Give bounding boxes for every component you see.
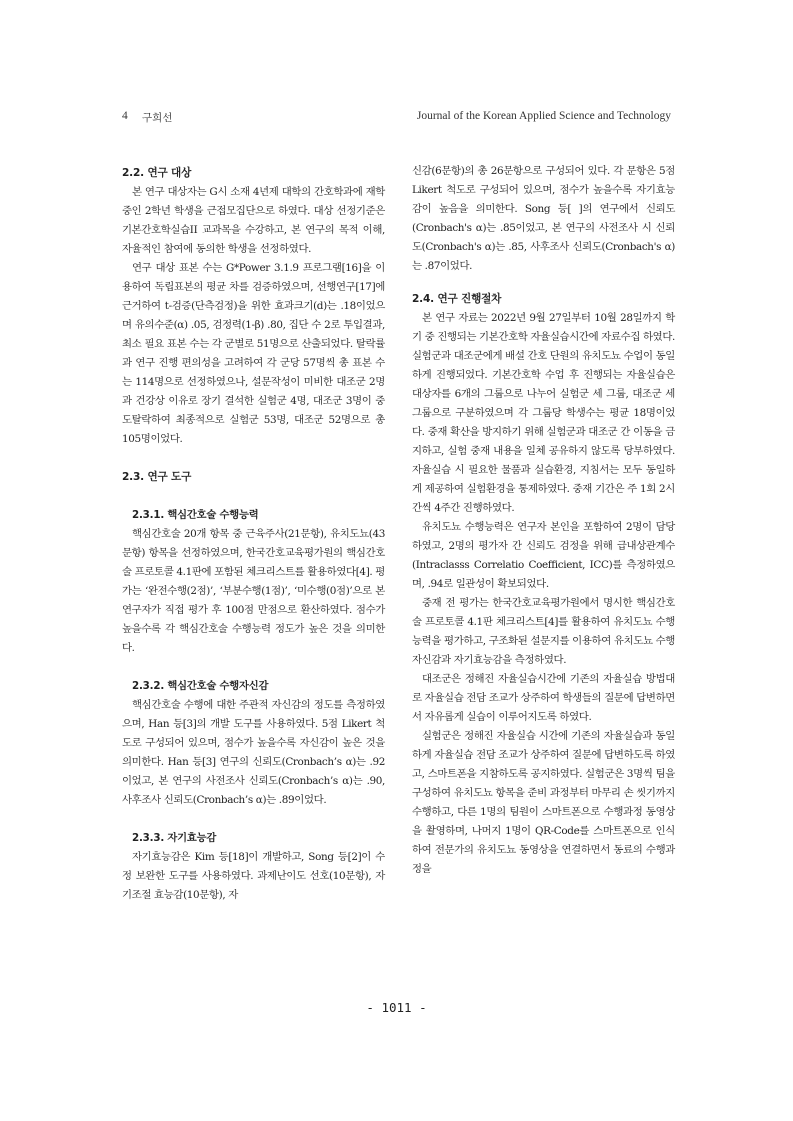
section-2-3-heading: 2.3. 연구 도구 [122, 471, 192, 483]
section-2-3-2-heading: 2.3.2. 핵심간호술 수행자신감 [132, 680, 269, 692]
section-2-3-1-paragraph: 핵심간호술 20개 항목 중 근육주사(21문항), 유치도뇨(43문항) 항목을 선정하였으며, 한국간호교육평가원의 핵심간호술 프로토콜 4.1판에 포함된 체크리스트를 활용하였다[4]. 평가는 ‘완전수행(2점)’, ‘부분수행(1점)’, ‘미수행(0점)’으로 본 연구자가 직접 평가 후 100점 만점으로 환산하였다. 점수가 높을수록 각 핵심간호술 수행능력 정도가 높은 것을 의미한다. [122, 528, 385, 654]
section-2-4-paragraph-2: 유치도뇨 수행능력은 연구자 본인을 포함하여 2명이 담당하였고, 2명의 평가자 간 신뢰도 검정을 위해 급내상관계수(Intraclasss Correlatio Coefficient, ICC)를 측정하였으며, .94로 일관성이 확보되었다. [412, 521, 675, 590]
left-column [122, 164, 385, 905]
section-2-2-heading: 2.2. 연구 대상 [122, 167, 192, 179]
section-2-3-3-paragraph: 자기효능감은 Kim 등[18]이 개발하고, Song 등[2]이 수정 보완한 도구를 사용하였다. 과제난이도 선호(10문항), 자기조절 효능감(10문항), 자 [122, 851, 385, 901]
section-2-4-paragraph-5: 실험군은 정해진 자율실습 시간에 기존의 자율실습과 동일하게 자율실습 전담 조교가 상주하여 질문에 답변하도록 하였고, 스마트폰을 지참하도록 공지하였다. 실험군은 3명씩 팀을 구성하여 유치도뇨 항목을 준비 과정부터 마무리 손 씻기까지 수행하고, 다른 1명의 팀원이 스마트폰으로 수행과정 동영상을 촬영하며, 나머지 1명이 QR-Code를 스마트폰으로 인식하여 전문가의 유치도뇨 동영상을 연결하면서 동료의 수행과정을 [412, 730, 675, 875]
section-2-4-paragraph-3: 중재 전 평가는 한국간호교육평가원에서 명시한 핵심간호술 프로토콜 4.1판 체크리스트[4]를 활용하여 유치도뇨 수행능력을 평가하고, 구조화된 설문지를 이용하여 유치도뇨 수행 자신감과 자기효능감을 측정하였다. [412, 597, 675, 666]
section-2-3-1-heading: 2.3.1. 핵심간호술 수행능력 [132, 509, 259, 521]
section-2-4-paragraph-1: 본 연구 자료는 2022년 9월 27일부터 10월 28일까지 학기 중 진행되는 기본간호학 자율실습시간에 자료수집 하였다. 실험군과 대조군에게 배설 간호 단원의 유치도뇨 수업이 동일하게 진행되었다. 기본간호학 수업 후 진행되는 자율실습은 대상자를 6개의 그룹으로 나누어 실험군 세 그룹, 대조군 세 그룹으로 구분하였으며 각 그룹당 학생수는 평균 18명이었다. 중재 확산을 방지하기 위해 실험군과 대조군 간 이동을 금지하고, 실험 중재 내용을 일체 공유하지 않도록 당부하였다. 자율실습 시 필요한 물품과 실습환경, 지침서는 모두 동일하게 제공하여 실험환경을 통제하였다. 중재 기간은 주 1회 2시간씩 4주간 진행하였다. [412, 312, 675, 514]
running-header [122, 110, 671, 126]
section-2-2-paragraph-1: 본 연구 대상자는 G시 소재 4년제 대학의 간호학과에 재학 중인 2학년 학생을 근접모집단으로 하였다. 대상 선정기준은 기본간호학실습II 교과목을 수강하고, 본 연구의 목적 이해, 자율적인 참여에 동의한 학생을 선정하였다. [122, 186, 385, 255]
journal-title: Journal of the Korean Applied Science and Technology [416, 110, 671, 122]
right-column [412, 162, 675, 879]
section-2-4-paragraph-4: 대조군은 정해진 자율실습시간에 기존의 자율실습 방법대로 자율실습 전담 조교가 상주하여 학생들의 질문에 답변하면서 자유롭게 실습이 이루어지도록 하였다. [412, 673, 675, 723]
page-number: 4 [122, 110, 128, 122]
section-2-3-3-heading: 2.3.3. 자기효능감 [132, 832, 217, 844]
section-2-2-paragraph-2: 연구 대상 표본 수는 G*Power 3.1.9 프로그램[16]을 이용하여 독립표본의 평균 차를 검증하였으며, 선행연구[17]에 근거하여 t-검증(단측검정)을 위한 효과크기(d)는 .18이었으며 유의수준(α) .05, 검정력(1-β) .80, 집단 수 2로 투입결과, 최소 필요 표본 수는 각 군별로 51명으로 산출되었다. 탈락률과 연구 진행 편의성을 고려하여 각 군당 57명씩 총 표본 수는 114명으로 선정하였으나, 설문작성이 미비한 대조군 2명과 건강상 이유로 장기 결석한 실험군 4명, 대조군 3명이 중도탈락하여 최종적으로 실험군 53명, 대조군 52명으로 총 105명이었다. [122, 262, 385, 445]
section-2-3-2-paragraph: 핵심간호술 수행에 대한 주관적 자신감의 정도를 측정하였으며, Han 등[3]의 개발 도구를 사용하였다. 5점 Likert 척도로 구성되어 있으며, 점수가 높을수록 자신감이 높은 것을 의미한다. Han 등[3] 연구의 신뢰도(Cronbach’s α)는 .92이었고, 본 연구의 사전조사 신뢰도(Cronbach’s α)는 .90, 사후조사 신뢰도(Cronbach’s α)는 .89이었다. [122, 699, 385, 806]
section-2-4-heading: 2.4. 연구 진행절차 [412, 293, 502, 305]
running-author: 구희선 [142, 112, 173, 124]
section-2-3-3-continuation: 신감(6문항)의 총 26문항으로 구성되어 있다. 각 문항은 5점 Likert 척도로 구성되어 있으며, 점수가 높을수록 자기효능감이 높음을 의미한다. Song 등[ ]의 연구에서 신뢰도(Cronbach's α)는 .85이었고, 본 연구의 사전조사 시 신뢰도(Cronbach's α)는 .85, 사후조사 신뢰도(Cronbach's α)는 .87이었다. [412, 165, 675, 272]
page-footer-number: - 1011 - [366, 1000, 427, 1015]
